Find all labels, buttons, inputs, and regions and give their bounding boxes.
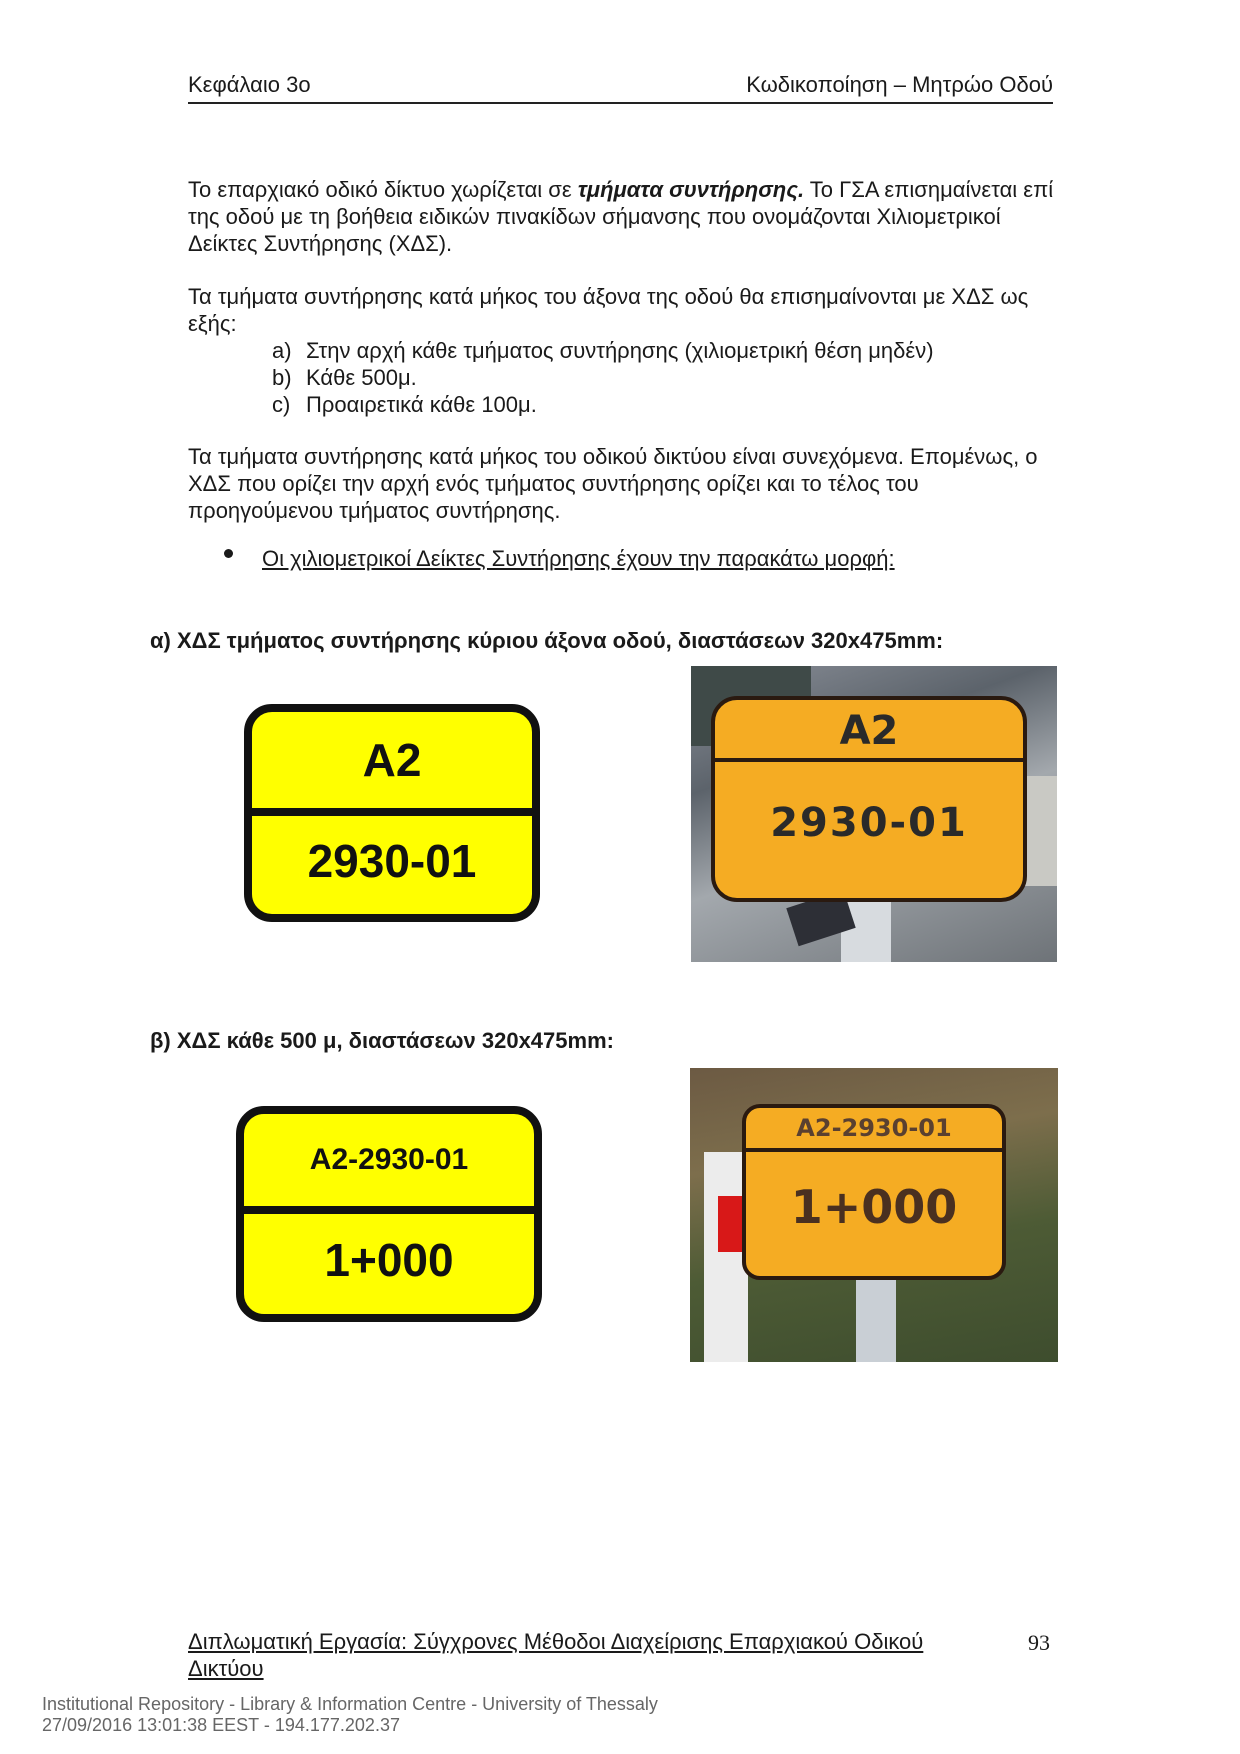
repository-stamp: [42, 1694, 658, 1736]
list-item-text: Κάθε 500μ.: [306, 365, 417, 390]
photo-a-divider: [715, 758, 1023, 762]
list-item-text: Στην αρχή κάθε τμήματος συντήρησης (χιλιομετρική θέση μηδέν): [306, 338, 934, 363]
photo-b-post: [856, 1278, 896, 1362]
sign-b-diagram: [236, 1106, 542, 1322]
photo-b-divider: [746, 1148, 1002, 1152]
list-item-text: Προαιρετικά κάθε 100μ.: [306, 392, 537, 417]
page-header: [188, 72, 1053, 104]
repository-line: Institutional Repository - Library & Information Centre - University of Thessaly: [42, 1694, 658, 1714]
bullet-text: Οι χιλιομετρικοί Δείκτες Συντήρησης έχουν την παρακάτω μορφή:: [262, 546, 895, 571]
sign-b-top-text: A2-2930-01: [244, 1114, 534, 1214]
list-item-label: b): [272, 365, 292, 390]
paragraph-intro-pre: Το επαρχιακό οδικό δίκτυο χωρίζεται σε: [188, 177, 578, 202]
list-item: [272, 364, 417, 391]
list-item: [272, 391, 537, 418]
section-a-heading: α) ΧΔΣ τμήματος συντήρησης κύριου άξονα οδού, διαστάσεων 320x475mm:: [150, 628, 944, 653]
sign-a-top-text: A2: [252, 712, 532, 816]
sign-a-diagram: [244, 704, 540, 922]
sign-a-photo: [691, 666, 1057, 962]
sign-b-photo: [690, 1068, 1058, 1362]
paragraph-intro: [188, 176, 1058, 257]
photo-a-sign: [711, 696, 1027, 902]
photo-a-top-text: A2: [839, 708, 899, 754]
section-label: Κωδικοποίηση – Μητρώο Οδού: [746, 72, 1053, 97]
paragraph-markers: Τα τμήματα συντήρησης κατά μήκος του άξονα της οδού θα επισημαίνονται με ΧΔΣ ως εξής:: [188, 284, 1029, 336]
photo-b-top-text: A2-2930-01: [796, 1114, 952, 1142]
list-item-label: a): [272, 338, 292, 363]
photo-b-sign: [742, 1104, 1006, 1280]
sign-a-bottom-text: 2930-01: [307, 835, 477, 887]
paragraph-continuity: Τα τμήματα συντήρησης κατά μήκος του οδικού δικτύου είναι συνεχόμενα. Επομένως, ο ΧΔΣ που ορίζει την αρχή ενός τμήματος συντήρησης ορίζει και το τέλος του προηγούμενου τμήματος συντήρησης.: [188, 444, 1038, 523]
repository-timestamp: 27/09/2016 13:01:38 EEST - 194.177.202.37: [42, 1715, 400, 1735]
maintenance-sections-emphasis: τμήματα συντήρησης.: [577, 177, 805, 202]
photo-a-bottom-text: 2930-01: [770, 800, 968, 846]
sign-b-bottom-text: 1+000: [324, 1234, 454, 1286]
section-b-heading: β) ΧΔΣ κάθε 500 μ, διαστάσεων 320x475mm:: [150, 1028, 614, 1053]
bullet-icon: [224, 549, 233, 558]
paragraph-intro-post: Το ΓΣΑ επισημαίνεται επί της οδού με τη βοήθεια ειδικών πινακίδων σήμανσης που ονομάζονται Χιλιομετρικοί Δείκτες Συντήρησης (ΧΔΣ).: [188, 177, 1054, 256]
photo-b-bottom-text: 1+000: [790, 1180, 958, 1234]
page-number: 93: [1028, 1630, 1050, 1655]
list-item: [272, 337, 934, 364]
chapter-label: Κεφάλαιο 3ο: [188, 72, 311, 97]
list-item-label: c): [272, 392, 291, 417]
thesis-title: Διπλωματική Εργασία: Σύγχρονες Μέθοδοι Διαχείρισης Επαρχιακού Οδικού Δικτύου: [188, 1629, 924, 1681]
